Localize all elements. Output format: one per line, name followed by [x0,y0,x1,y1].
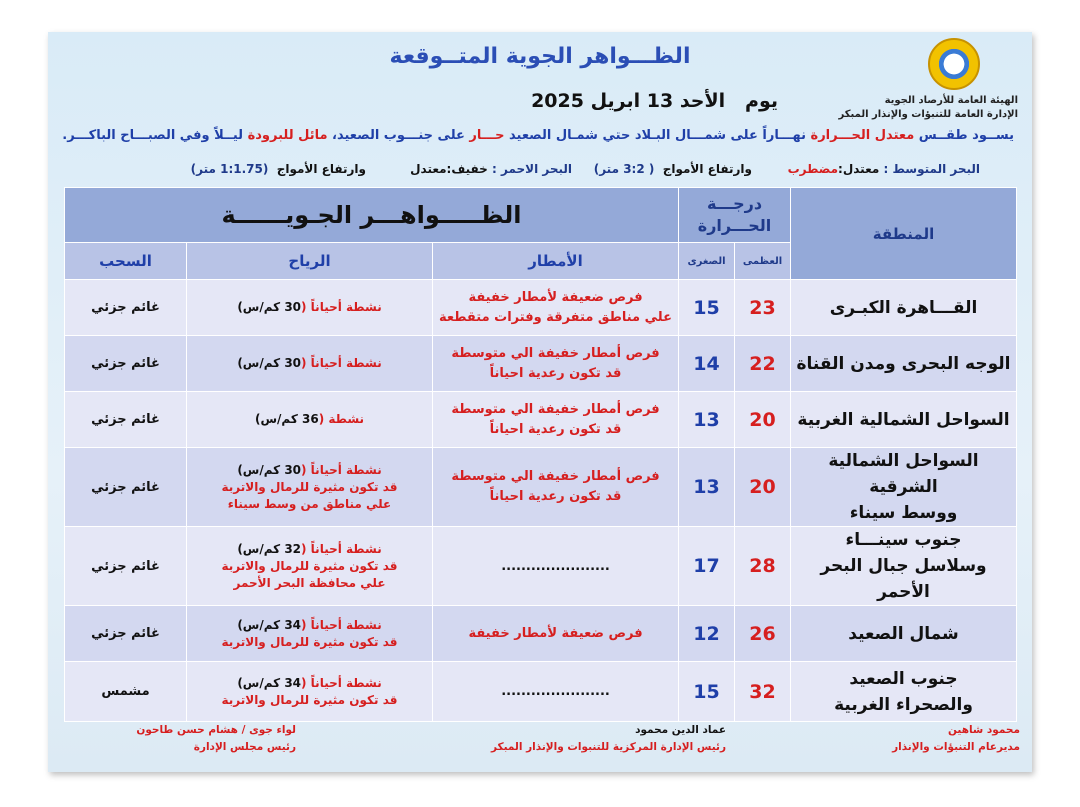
table-row [65,448,1017,527]
wind-speed: 34 [284,617,302,632]
summary-part-2: نهـــاراً على شمـــال البـلاد حتي شمـال الصعيد [504,128,811,143]
summary-highlight-2: حـــار [469,128,505,143]
red-waves-label: وارتفاع الأمواج [276,162,366,176]
region-name: جنوب الصعيد [849,668,958,689]
summary-highlight-3: مائل للبرودة [247,128,328,143]
table-row [65,662,1017,722]
rain-text: فرص أمطار خفيفة الي متوسطة [451,401,660,417]
rain-text-line-2: قد تكون رعدية احياناً [489,489,622,504]
wind-cell [187,606,433,662]
signature-name: لواء جوى / هشام حسن طاحون [136,724,296,736]
date-value: الأحد 13 ابريل 2025 [531,90,726,112]
cloud-cell: غائم جزئي [65,392,187,448]
forecast-table [64,187,1017,722]
signature-right [892,722,1020,756]
region-cell [791,448,1017,527]
wind-speed-line [191,411,428,428]
max-temp-cell: 20 [735,392,791,448]
region-name: شمال الصعيد [848,623,959,644]
region-name: السواحل الشمالية الشرقية [828,451,979,497]
rain-text: فرص أمطار خفيفة الي متوسطة [451,469,660,484]
min-temp-header: الصغرى [679,243,735,280]
summary-highlight-1: معتدل الحـــرارة [810,128,915,143]
rain-text-line-2: قد تكون رعدية احياناً [489,421,622,437]
max-temp-cell: 32 [735,662,791,722]
wind-text: نشطة أحياناً ( [301,541,382,556]
mediterranean-waves [594,162,752,176]
cloud-header: السحب [65,243,187,280]
wind-note: قد تكون مثيرة للرمال والاتربة [221,634,398,649]
signature-name: محمود شاهين [947,724,1020,736]
region-cell [791,336,1017,392]
wind-text: نشطة أحياناً ( [301,356,382,370]
rain-cell [433,392,679,448]
rain-text: فرص ضعيفة لأمطار خفيفة [468,289,643,305]
region-cell [791,280,1017,336]
wind-cell [187,527,433,606]
cloud-cell: غائم جزئي [65,280,187,336]
table-row [65,527,1017,606]
rain-text-line-2: علي مناطق متفرقة وفترات متقطعة [439,309,672,325]
wind-note-line-2: علي محافظة البحر الأحمر [233,575,386,590]
wind-unit: كم/س) [237,675,285,690]
wind-text: نشطة ( [318,412,365,426]
rain-text: فرص ضعيفة لأمطار خفيفة [468,625,643,641]
summary-part-3: على جنـــوب الصعيد، [327,128,470,143]
wind-speed-line [191,355,428,372]
region-name: الوجه البحرى ومدن القناة [796,353,1011,374]
rain-cell [433,336,679,392]
wind-cell [187,336,433,392]
cloud-cell: غائم جزئي [65,606,187,662]
rain-text: ...................... [501,684,610,699]
red-sea-waves [191,162,366,176]
wind-speed: 30 [284,462,302,477]
wind-speed-line [191,675,428,692]
wind-text: نشطة أحياناً ( [301,617,382,632]
rain-header: الأمطار [433,243,679,280]
rain-text: ...................... [501,558,610,574]
signature-name: عماد الدين محمود [635,724,726,736]
wind-note: قد تكون مثيرة للرمال والاتربة [221,558,398,573]
cloud-cell: غائم جزئي [65,448,187,527]
table-row [65,392,1017,448]
wind-speed-line [191,299,428,316]
rain-text: فرص أمطار خفيفة الي متوسطة [451,345,660,361]
phenomena-header: الظـــــواهـــر الجـويــــــة [65,188,679,243]
ema-logo-icon [928,38,980,90]
mediterranean-sea-state [788,162,980,176]
min-temp-cell: 14 [679,336,735,392]
summary-part-4: ليــلاً وفي الصبـــاح الباكـــر. [62,128,248,143]
signature-title: رئيس مجلس الإدارة [193,741,296,753]
signature-middle [491,722,726,756]
min-temp-cell: 13 [679,392,735,448]
wind-unit: كم/س) [237,617,285,632]
summary-part-1: يســود طقــس [914,128,1014,143]
temperature-header: درجـــة الحـــرارة [679,188,791,243]
region-cell [791,527,1017,606]
wind-header: الرياح [187,243,433,280]
signature-title: رئيس الإدارة المركزية للتنبوات والإنذار المبكر [490,741,726,753]
region-name: جنوب سينـــاء [845,530,962,550]
rain-text-line-2: قد تكون رعدية احياناً [489,365,622,381]
min-temp-cell: 17 [679,527,735,606]
rain-cell [433,662,679,722]
page-title: الظـــواهر الجوية المتــوقعة [389,44,691,69]
med-waves-value: ( 3:2 متر) [593,162,655,176]
wind-speed: 36 [301,412,319,426]
red-sea-label: البحر الاحمر : [492,162,572,176]
region-name-line-2: ووسط سيناء [849,503,958,523]
weather-summary [62,128,1014,143]
table-row [65,606,1017,662]
region-cell [791,392,1017,448]
wind-speed: 30 [284,300,302,314]
min-temp-cell: 12 [679,606,735,662]
wind-unit: كم/س) [237,541,285,556]
table-row [65,280,1017,336]
wind-note: قد تكون مثيرة للرمال والاتربة [221,692,398,707]
wind-note-line-2: علي مناطق من وسط سيناء [227,496,392,511]
wind-text: نشطة أحياناً ( [301,675,382,690]
rain-cell [433,606,679,662]
wind-speed-line [191,462,428,479]
max-temp-header: العظمى [735,243,791,280]
wind-speed-line [191,541,428,558]
wind-note: قد تكون مثيرة للرمال والاتربة [221,479,398,494]
wind-text: نشطة أحياناً ( [301,300,382,314]
min-temp-cell: 13 [679,448,735,527]
med-waves-label: وارتفاع الأمواج [662,162,752,176]
wind-unit: كم/س) [237,300,285,314]
wind-cell [187,448,433,527]
region-header: المنطقة [791,188,1017,280]
max-temp-cell: 28 [735,527,791,606]
org-line-1: الهيئة العامة للأرصاد الجوية [884,95,1018,106]
wind-speed-line [191,617,428,634]
org-line-2: الإدارة العامة للتنبؤات والإنذار المبكر [838,109,1018,120]
med-sea-state: معتدل: [838,162,880,176]
max-temp-cell: 26 [735,606,791,662]
cloud-cell: غائم جزئي [65,527,187,606]
med-sea-state-rough: مضطرب [787,162,839,176]
region-name: القـــاهرة الكبـرى [829,297,978,318]
rain-cell [433,527,679,606]
wind-unit: كم/س) [237,356,285,370]
wind-speed: 32 [284,541,302,556]
wind-text: نشطة أحياناً ( [301,462,382,477]
rain-cell [433,448,679,527]
region-cell [791,662,1017,722]
region-name-line-2: وسلاسل جبال البحر الأحمر [820,556,987,602]
med-sea-label: البحر المتوسط : [883,162,980,176]
signature-title: مديرعام التنبؤات والإنذار [892,741,1020,753]
max-temp-cell: 23 [735,280,791,336]
day-label: يوم [745,90,778,112]
organization-name [839,94,1019,122]
red-sea-state: خفيف:معتدل [410,162,488,176]
cloud-cell: مشمس [65,662,187,722]
wind-speed: 30 [284,356,302,370]
min-temp-cell: 15 [679,280,735,336]
forecast-date [418,90,778,112]
wind-unit: كم/س) [254,412,302,426]
min-temp-cell: 15 [679,662,735,722]
signature-left [136,722,296,756]
wind-cell [187,662,433,722]
region-name-line-2: والصحراء الغربية [834,694,973,715]
wind-cell [187,392,433,448]
wind-cell [187,280,433,336]
red-waves-value: (1:1.75 متر) [190,162,269,176]
max-temp-cell: 22 [735,336,791,392]
rain-cell [433,280,679,336]
wind-speed: 34 [284,675,302,690]
table-row [65,336,1017,392]
cloud-cell: غائم جزئي [65,336,187,392]
max-temp-cell: 20 [735,448,791,527]
wind-unit: كم/س) [237,462,285,477]
forecast-sheet [48,32,1032,772]
red-sea-state [410,162,572,176]
region-cell [791,606,1017,662]
region-name: السواحل الشمالية الغربية [797,409,1010,430]
